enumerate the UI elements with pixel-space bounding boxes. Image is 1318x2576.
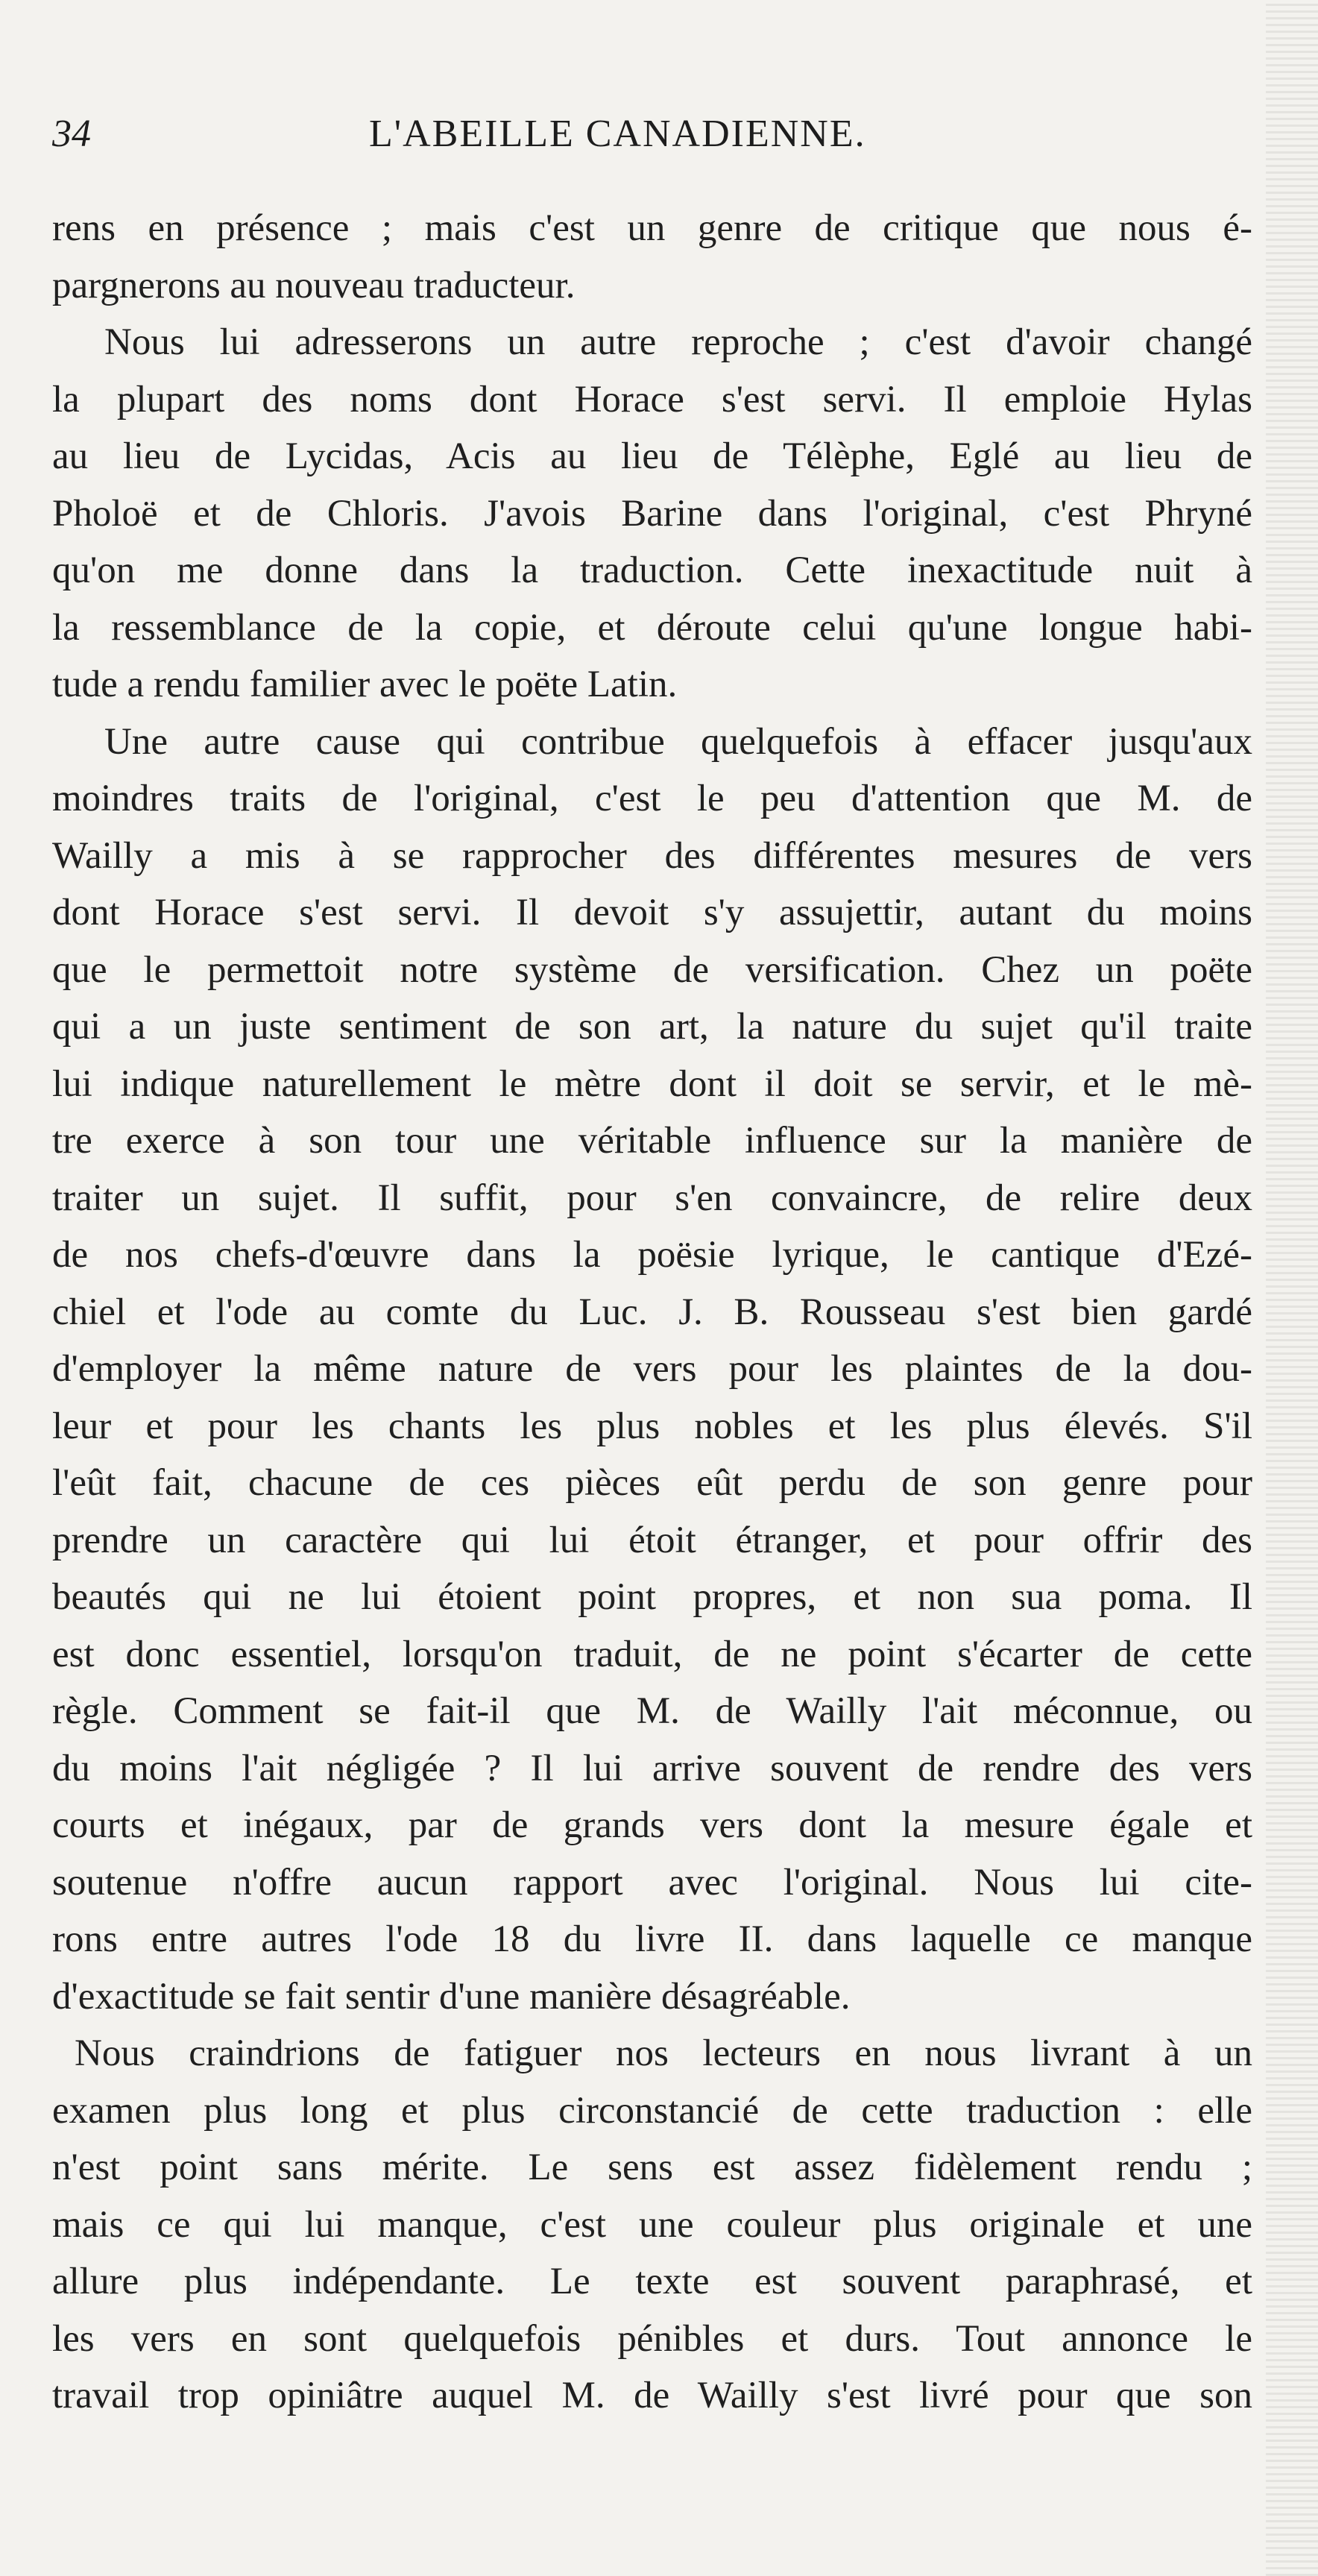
running-head: L'ABEILLE CANADIENNE. — [369, 113, 866, 155]
text-line: n'est point sans mérite. Le sens est assez fidèlement rendu ; — [52, 2147, 1252, 2188]
text-line: la plupart des noms dont Horace s'est servi. Il emploie Hylas — [52, 378, 1252, 421]
text-line: qui a un juste sentiment de son art, la nature du sujet qu'il traite — [52, 1006, 1252, 1048]
text-line: d'exactitude se fait sentir d'une manière désagréable. — [52, 1975, 851, 2018]
text-line: les vers en sont quelquefois pénibles et durs. Tout annonce le — [52, 2317, 1252, 2360]
text-line: traiter un sujet. Il suffit, pour s'en convaincre, de relire deux — [52, 1177, 1252, 1219]
text-line: Nous lui adresserons un autre reproche ; c'est d'avoir changé — [104, 321, 1252, 363]
text-line: d'employer la même nature de vers pour les plaintes de la dou- — [52, 1348, 1252, 1390]
text-line: rens en présence ; mais c'est un genre de critique que nous é- — [52, 207, 1252, 249]
text-line: lui indique naturellement le mètre dont il doit se servir, et le mè- — [52, 1062, 1252, 1105]
text-line: chiel et l'ode au comte du Luc. J. B. Rousseau s'est bien gardé — [52, 1291, 1252, 1333]
text-line: qu'on me donne dans la traduction. Cette inexactitude nuit à — [52, 549, 1252, 591]
body-text — [52, 200, 1252, 2425]
text-line: de nos chefs-d'œuvre dans la poësie lyrique, le cantique d'Ezé- — [52, 1234, 1252, 1276]
text-line: la ressemblance de la copie, et déroute celui qu'une longue habi- — [52, 606, 1252, 649]
page-number: 34 — [52, 113, 91, 155]
text-line: Wailly a mis à se rapprocher des différentes mesures de vers — [52, 834, 1252, 877]
text-line: pargnerons au nouveau traducteur. — [52, 264, 576, 306]
text-line: prendre un caractère qui lui étoit étranger, et pour offrir des — [52, 1519, 1252, 1561]
text-line: tude a rendu familier avec le poëte Latin. — [52, 664, 678, 705]
text-line: règle. Comment se fait-il que M. de Wailly l'ait méconnue, ou — [52, 1690, 1252, 1732]
text-line: l'eût fait, chacune de ces pièces eût perdu de son genre pour — [52, 1462, 1252, 1504]
text-line: beautés qui ne lui étoient point propres, et non sua poma. Il — [52, 1576, 1252, 1618]
text-line: examen plus long et plus circonstancié de cette traduction : elle — [52, 2089, 1252, 2132]
text-line: Une autre cause qui contribue quelquefois à effacer jusqu'aux — [104, 720, 1252, 763]
page-edge-texture — [1266, 0, 1318, 2576]
text-line: tre exerce à son tour une véritable influence sur la manière de — [52, 1120, 1252, 1162]
text-line: dont Horace s'est servi. Il devoit s'y assujettir, autant du moins — [52, 892, 1252, 933]
text-line: moindres traits de l'original, c'est le peu d'attention que M. de — [52, 778, 1252, 819]
text-line: Nous craindrions de fatiguer nos lecteurs en nous livrant à un — [75, 2032, 1252, 2074]
text-line: au lieu de Lycidas, Acis au lieu de Télèphe, Eglé au lieu de — [52, 435, 1252, 477]
text-line: courts et inégaux, par de grands vers dont la mesure égale et — [52, 1804, 1252, 1846]
text-line: leur et pour les chants les plus nobles et les plus élevés. S'il — [52, 1405, 1252, 1447]
text-line: Pholoë et de Chloris. J'avois Barine dans l'original, c'est Phryné — [52, 492, 1252, 535]
page-header — [52, 112, 1230, 171]
text-line: est donc essentiel, lorsqu'on traduit, de ne point s'écarter de cette — [52, 1633, 1252, 1675]
text-line: mais ce qui lui manque, c'est une couleur plus originale et une — [52, 2203, 1252, 2246]
text-line: travail trop opiniâtre auquel M. de Wailly s'est livré pour que son — [52, 2375, 1252, 2416]
text-line: allure plus indépendante. Le texte est souvent paraphrasé, et — [52, 2261, 1252, 2302]
text-line: que le permettoit notre système de versification. Chez un poëte — [52, 948, 1252, 991]
text-line: du moins l'ait négligée ? Il lui arrive souvent de rendre des vers — [52, 1747, 1252, 1789]
text-line: rons entre autres l'ode 18 du livre II. dans laquelle ce manque — [52, 1918, 1252, 1960]
text-line: soutenue n'offre aucun rapport avec l'original. Nous lui cite- — [52, 1861, 1252, 1903]
